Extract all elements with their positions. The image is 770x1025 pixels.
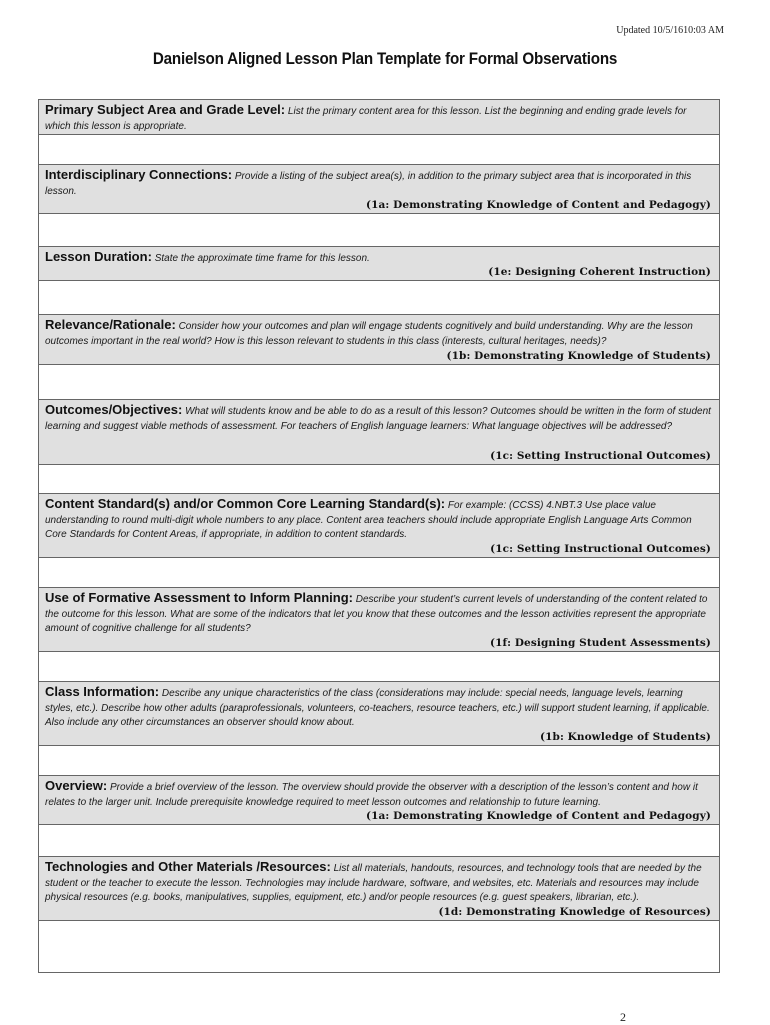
section-description: Provide a listing of the subject area(s), in addition to the primary subject area that is incorporated in this lesson.: [45, 171, 692, 197]
section-lesson-duration: [39, 247, 719, 281]
danielson-reference: (1d: Demonstrating Knowledge of Resources): [438, 906, 711, 918]
section-label: Content Standard(s) and/or Common Core Learning Standard(s):: [45, 496, 446, 511]
section-description: List all materials, handouts, resources, and technology tools that are needed by the student or the teacher to execute the lesson. Technologies may include hardware, software, and websites, etc. Materials and resources may include physical resources (e.g. books, manipulatives, supplies, equipment, etc.) and/or people resources (e.g. guest speakers, librarian, etc.).: [45, 863, 702, 903]
section-description: What will students know and be able to do as a result of this lesson? Outcomes should be written in the form of student learning and suggest viable methods of assessment. For teachers of English language learners: What language objectives will be addressed?: [45, 406, 711, 432]
section-label: Interdisciplinary Connections:: [45, 167, 233, 182]
response-field-class-information[interactable]: [39, 746, 719, 776]
danielson-reference: (1a: Demonstrating Knowledge of Content and Pedagogy): [366, 810, 711, 822]
section-label: Outcomes/Objectives:: [45, 402, 183, 417]
danielson-reference: (1c: Setting Instructional Outcomes): [490, 543, 711, 555]
section-outcomes: [39, 400, 719, 465]
updated-timestamp: Updated 10/5/1610:03 AM: [616, 25, 724, 36]
section-relevance: [39, 315, 719, 365]
section-description: Provide a brief overview of the lesson. The overview should provide the observer with a description of the lesson’s content and how it relates to the larger unit. Include prerequisite knowledge required to meet lesson outcomes and relationship to future learning.: [45, 782, 698, 808]
section-label: Use of Formative Assessment to Inform Planning:: [45, 590, 353, 605]
section-content-standards: [39, 494, 719, 558]
response-field-outcomes[interactable]: [39, 465, 719, 494]
section-class-information: [39, 682, 719, 746]
section-label: Class Information:: [45, 684, 160, 699]
response-field-relevance[interactable]: [39, 365, 719, 400]
danielson-reference: (1a: Demonstrating Knowledge of Content and Pedagogy): [366, 199, 711, 211]
section-technologies: [39, 857, 719, 921]
danielson-reference: (1b: Demonstrating Knowledge of Students): [446, 350, 711, 362]
response-field-overview[interactable]: [39, 825, 719, 857]
section-description: Describe your student’s current levels of understanding of the content related to the outcome for this lesson. What are some of the indicators that let you know that these outcomes and the lesson activities represent the appropriate amount of cognitive challenge for all students?: [45, 594, 708, 634]
section-formative-assessment: [39, 588, 719, 652]
section-description: For example: (CCSS) 4.NBT.3 Use place value understanding to round multi-digit whole numbers to any place. Content area teachers should include appropriate English Language Arts Common Core Standards for Content Areas, if appropriate, in addition to content standards.: [45, 500, 692, 540]
section-label: Relevance/Rationale:: [45, 317, 176, 332]
section-label: Technologies and Other Materials /Resources:: [45, 859, 331, 874]
section-label: Lesson Duration:: [45, 249, 152, 264]
danielson-reference: (1e: Designing Coherent Instruction): [488, 266, 711, 278]
response-field-technologies[interactable]: [39, 921, 719, 972]
section-description: Consider how your outcomes and plan will engage students cognitively and build understanding. Why are the lesson outcomes important in the real world? How is this lesson relevant to students in this class (interests, cultural heritages, needs)?: [45, 321, 693, 347]
section-overview: [39, 776, 719, 825]
danielson-reference: (1b: Knowledge of Students): [540, 731, 711, 743]
page-title: Danielson Aligned Lesson Plan Template for Formal Observations: [152, 50, 618, 68]
response-field-formative-assessment[interactable]: [39, 652, 719, 682]
section-label: Overview:: [45, 778, 108, 793]
page-number: 2: [620, 1010, 626, 1024]
section-label: Primary Subject Area and Grade Level:: [45, 102, 286, 117]
section-description: Describe any unique characteristics of the class (considerations may include: special needs, language levels, learning styles, etc.). Describe how other adults (paraprofessionals, volunteers, co-teachers, resource teachers, etc.) will support student learning, if applicable. Also include any other circumstances an observer should know about.: [45, 688, 710, 728]
response-field-primary-subject[interactable]: [39, 135, 719, 165]
response-field-content-standards[interactable]: [39, 558, 719, 588]
response-field-interdisciplinary[interactable]: [39, 214, 719, 247]
section-interdisciplinary: [39, 165, 719, 214]
section-primary-subject: [39, 100, 719, 135]
section-description: State the approximate time frame for this lesson.: [154, 253, 370, 264]
lesson-plan-table: [38, 99, 720, 973]
danielson-reference: (1f: Designing Student Assessments): [490, 637, 711, 649]
danielson-reference: (1c: Setting Instructional Outcomes): [490, 450, 711, 462]
response-field-lesson-duration[interactable]: [39, 281, 719, 315]
section-description: List the primary content area for this lesson. List the beginning and ending grade levels for which this lesson is appropriate.: [45, 106, 687, 132]
